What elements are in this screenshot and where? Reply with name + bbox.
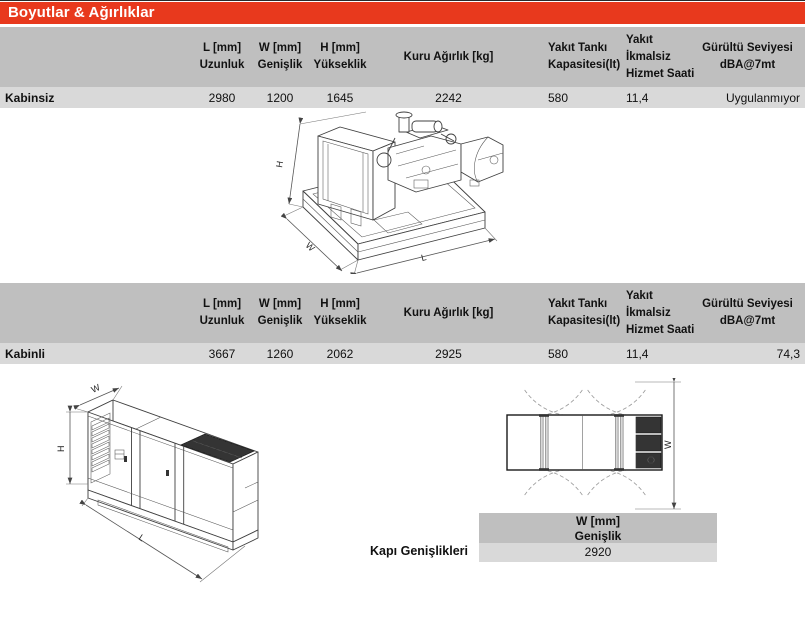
table-row (0, 87, 805, 108)
col-header-service-hours: Yakıt İkmalsiz Hizmet Saati (626, 33, 695, 80)
dim-label-h: H (56, 445, 66, 452)
value-length: 3667 (208, 346, 236, 361)
value-width: 1260 (266, 346, 294, 361)
col-header-fuel-tank: Yakıt Tankı Kapasitesi(lt) (548, 42, 621, 71)
header-spacer (0, 27, 192, 87)
top-view-door-swing-drawing (485, 378, 690, 513)
door-widths-table (479, 513, 717, 562)
section-title-bar (0, 2, 805, 24)
dim-label-h: H (274, 160, 286, 169)
col-header-noise: Gürültü Seviyesi dBA@7mt (702, 298, 793, 327)
table-kabinsiz-header (0, 27, 805, 87)
col-header-width: W [mm] Genişlik (257, 42, 303, 71)
value-height: 2062 (326, 346, 354, 361)
col-header-height: H [mm] Yükseklik (313, 42, 367, 71)
dim-label-w: W (303, 240, 317, 254)
table-kabinli-header (0, 283, 805, 343)
value-service-hours: 11,4 (626, 90, 649, 105)
value-fuel-tank: 580 (548, 90, 569, 105)
value-fuel-tank: 580 (548, 346, 569, 361)
door-widths-value: 2920 (479, 543, 717, 562)
col-header-width: W [mm] Genişlik (257, 298, 303, 327)
engine (377, 112, 461, 192)
alternator (461, 137, 503, 186)
top-border-line (0, 0, 805, 1)
row-label: Kabinsiz (5, 90, 55, 105)
dim-label-l: L (420, 252, 428, 263)
col-header-dry-weight: Kuru Ağırlık [kg] (403, 306, 494, 319)
table-kabinsiz (0, 27, 805, 108)
value-dry-weight: 2242 (435, 90, 462, 105)
canopy-plan-view (507, 414, 662, 471)
value-noise: 74,3 (776, 346, 800, 361)
value-length: 2980 (208, 90, 236, 105)
value-noise: Uygulanmıyor (725, 90, 800, 105)
dim-label-w: W (663, 440, 673, 449)
col-header-length: L [mm] Uzunluk (199, 298, 245, 327)
door-widths-label: Kapı Genişlikleri (370, 544, 468, 558)
col-header-height: H [mm] Yükseklik (313, 298, 367, 327)
header-spacer (0, 283, 192, 343)
col-header-fuel-tank: Yakıt Tankı Kapasitesi(lt) (548, 298, 621, 327)
dim-label-w: W (89, 382, 102, 395)
dim-label-l: L (136, 532, 147, 544)
col-header-dry-weight: Kuru Ağırlık [kg] (403, 50, 494, 63)
col-header-noise: Gürültü Seviyesi dBA@7mt (702, 42, 793, 71)
col-header-service-hours: Yakıt İkmalsiz Hizmet Saati (626, 289, 695, 336)
col-header-length: L [mm] Uzunluk (199, 42, 245, 71)
door-widths-header: W [mm] Genişlik (479, 513, 717, 543)
section-title: Boyutlar & Ağırlıklar (8, 4, 155, 21)
row-label: Kabinli (5, 346, 46, 361)
value-height: 1645 (326, 90, 354, 105)
value-width: 1200 (266, 90, 294, 105)
value-dry-weight: 2925 (435, 346, 462, 361)
value-service-hours: 11,4 (626, 346, 649, 361)
table-kabinli (0, 283, 805, 364)
table-row (0, 343, 805, 364)
canopy-genset-drawing (40, 372, 330, 617)
open-genset-drawing (256, 108, 558, 274)
